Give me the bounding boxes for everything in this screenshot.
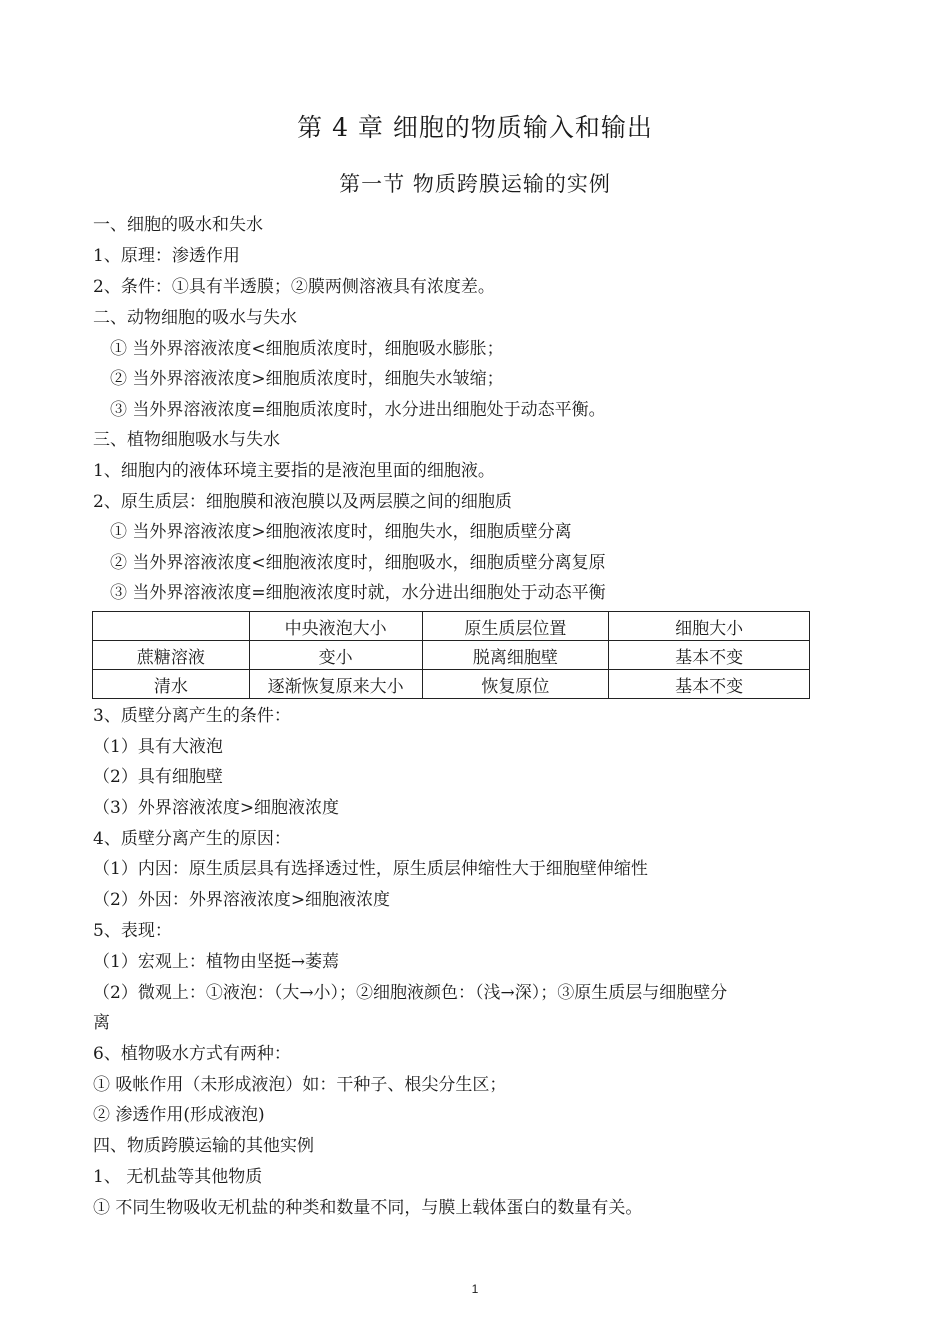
text-line: 1、 无机盐等其他物质	[93, 1167, 263, 1187]
text-line: ① 吸帐作用（未形成液泡）如：干种子、根尖分生区；	[93, 1075, 507, 1095]
table-header-row	[93, 612, 810, 641]
text-line: ① 当外界溶液浓度>细胞液浓度时，细胞失水，细胞质壁分离	[110, 522, 572, 542]
table-header-cell: 原生质层位置	[422, 612, 609, 641]
table-cell: 基本不变	[609, 641, 810, 670]
text-line: （2）具有细胞壁	[93, 767, 223, 787]
text-line: 1、细胞内的液体环境主要指的是液泡里面的细胞液。	[93, 461, 495, 481]
text-line: （3）外界溶液浓度>细胞液浓度	[93, 798, 340, 818]
text-line: 6、植物吸水方式有两种：	[93, 1044, 291, 1064]
section-title: 第一节 物质跨膜运输的实例	[339, 172, 611, 196]
text-line: 离	[93, 1013, 110, 1033]
text-line: （1）宏观上：植物由坚挺→萎蔫	[93, 952, 340, 972]
table-header-cell	[93, 612, 250, 641]
table-cell: 蔗糖溶液	[93, 641, 250, 670]
text-line: ② 渗透作用(形成液泡)	[93, 1105, 265, 1125]
text-line: 1、原理：渗透作用	[93, 246, 240, 266]
comparison-table	[92, 611, 810, 699]
table-cell: 恢复原位	[422, 670, 609, 699]
text-line: ① 不同生物吸收无机盐的种类和数量不同，与膜上载体蛋白的数量有关。	[93, 1198, 643, 1218]
table-cell: 脱离细胞壁	[422, 641, 609, 670]
table-header-cell: 中央液泡大小	[249, 612, 422, 641]
text-line: 一、细胞的吸水和失水	[93, 215, 263, 235]
page-number: 1	[471, 1282, 479, 1296]
text-line: 三、植物细胞吸水与失水	[93, 430, 280, 450]
table-cell: 变小	[249, 641, 422, 670]
table-row	[93, 641, 810, 670]
text-line: 四、物质跨膜运输的其他实例	[93, 1136, 314, 1156]
text-line: 5、表现：	[93, 921, 172, 941]
table-cell: 清水	[93, 670, 250, 699]
page-title: 第 4 章 细胞的物质输入和输出	[297, 113, 653, 142]
table-row	[93, 670, 810, 699]
table-cell: 基本不变	[609, 670, 810, 699]
text-line: 4、质壁分离产生的原因：	[93, 829, 291, 849]
table-header-cell: 细胞大小	[609, 612, 810, 641]
text-line: ③ 当外界溶液浓度=细胞质浓度时，水分进出细胞处于动态平衡。	[110, 400, 606, 420]
text-line: ③ 当外界溶液浓度=细胞液浓度时就，水分进出细胞处于动态平衡	[110, 583, 606, 603]
text-line: 二、动物细胞的吸水与失水	[93, 308, 297, 328]
text-line: 3、质壁分离产生的条件：	[93, 706, 291, 726]
text-line: （2）微观上：①液泡：（大→小）；②细胞液颜色：（浅→深）；③原生质层与细胞壁分	[93, 983, 728, 1003]
text-line: ① 当外界溶液浓度<细胞质浓度时，细胞吸水膨胀；	[110, 339, 504, 359]
text-line: （1）内因：原生质层具有选择透过性，原生质层伸缩性大于细胞壁伸缩性	[93, 859, 648, 879]
text-line: ② 当外界溶液浓度<细胞液浓度时，细胞吸水，细胞质壁分离复原	[110, 553, 606, 573]
text-line: （1）具有大液泡	[93, 737, 223, 757]
text-line: 2、条件：①具有半透膜；②膜两侧溶液具有浓度差。	[93, 277, 495, 297]
text-line: 2、原生质层：细胞膜和液泡膜以及两层膜之间的细胞质	[93, 492, 512, 512]
text-line: ② 当外界溶液浓度>细胞质浓度时，细胞失水皱缩；	[110, 369, 504, 389]
table-cell: 逐渐恢复原来大小	[249, 670, 422, 699]
text-line: （2）外因：外界溶液浓度>细胞液浓度	[93, 890, 391, 910]
